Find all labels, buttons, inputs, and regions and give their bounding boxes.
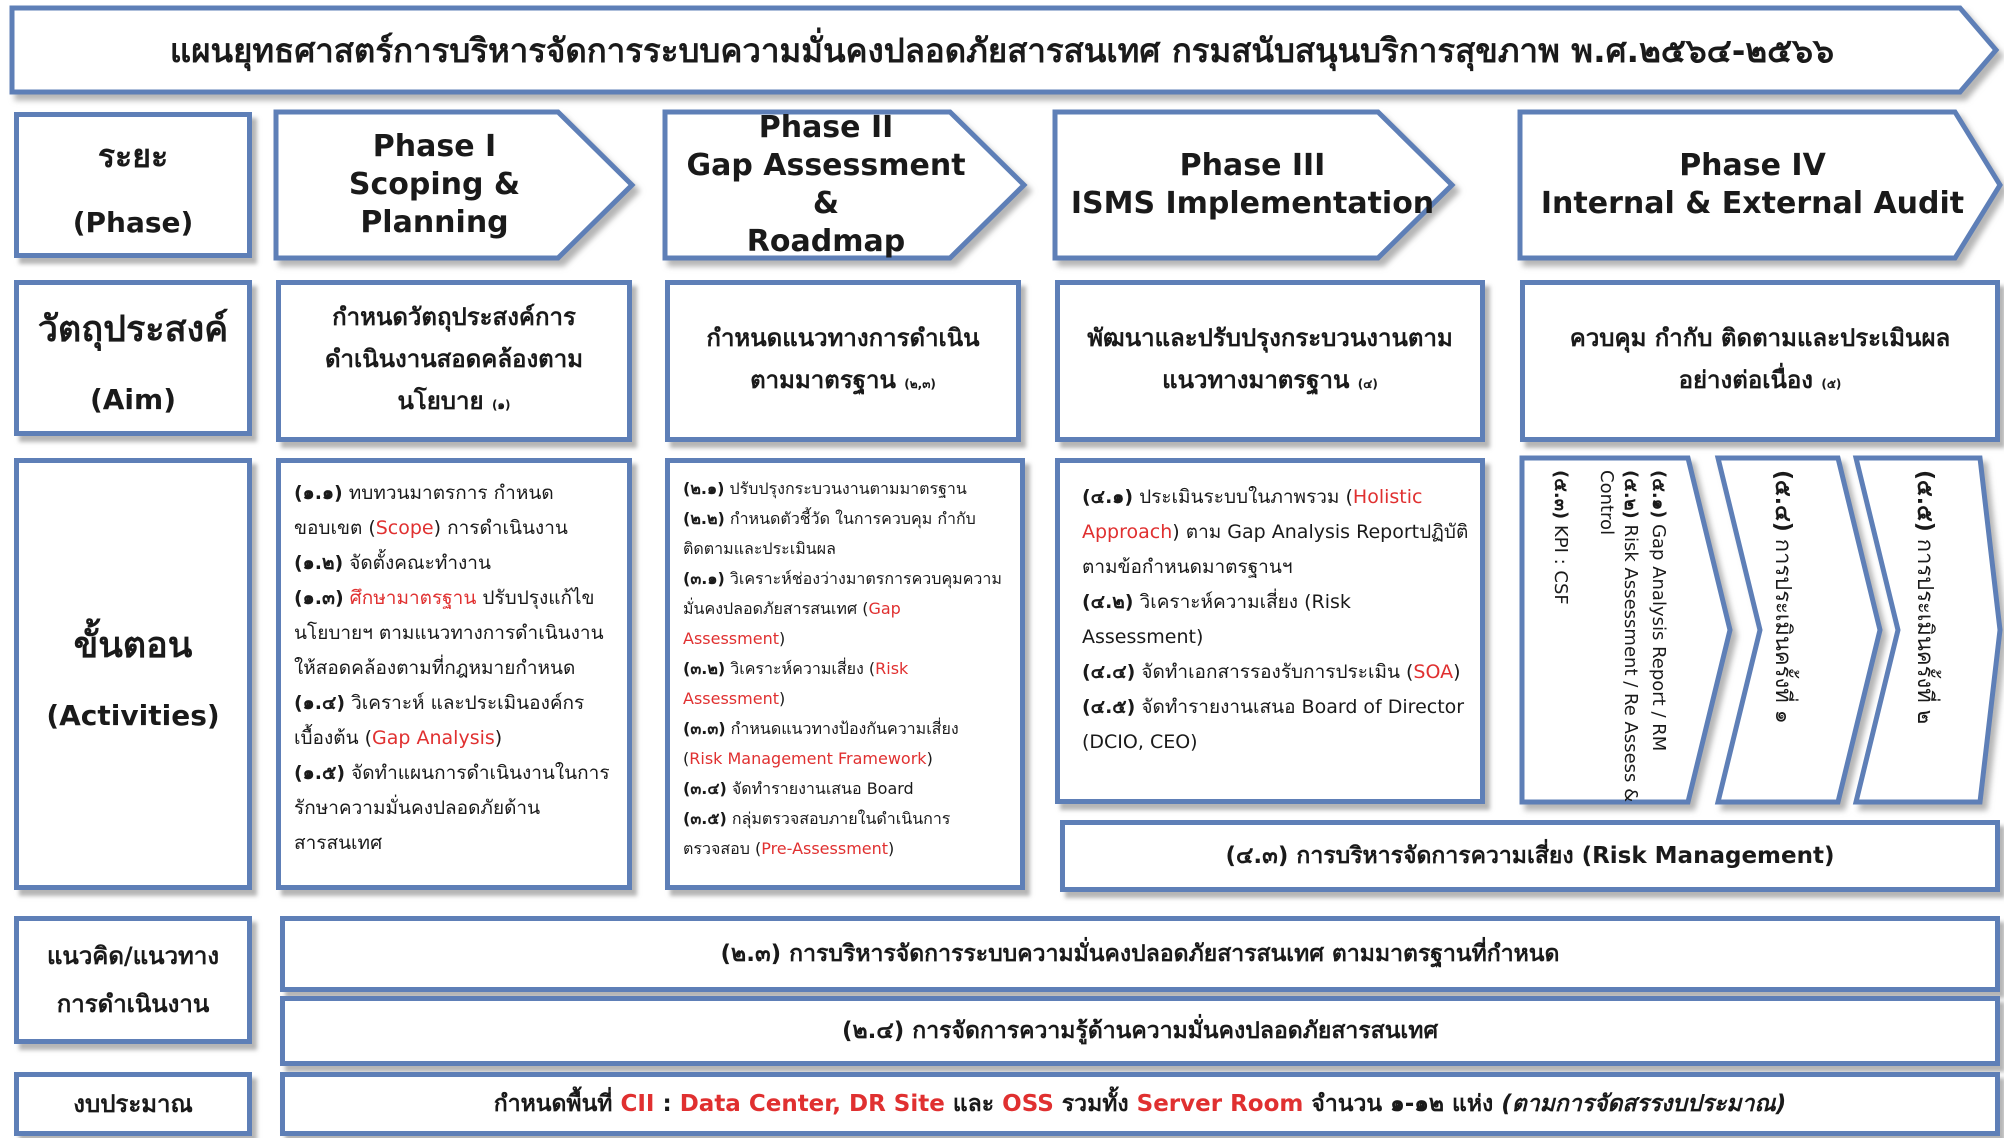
phase-label: ระยะ — [97, 137, 169, 175]
activities-text-3: (๔.๑) ประเมินระบบในภาพรวม (Holistic Approach) ตาม Gap Analysis Reportปฏิบัติ ตามข้อกำหนดมาตรฐานฯ (๔.๒) วิเคราะห์ความเสี่ยง (Risk Assessment) (๔.๔) จัดทำเอกสารรองรับการประเมิน (SOA) (๔.๕) จัดทำรายงานเสนอ Board of Director (DCIO, CEO) — [1082, 486, 1469, 753]
activities-text-2: (๒.๑) ปรับปรุงกระบวนงานตามมาตรฐาน (๒.๒) กำหนดตัวชี้วัด ในการควบคุม กำกับ ติดตามและประเมินผล (๓.๑) วิเคราะห์ช่องว่างมาตรการควบคุมความ มั่นคงปลอดภัยสารสนเทศ (Gap Assessment) (๓.๒) วิเคราะห์ความเสี่ยง (Risk Assessment) (๓.๓) กำหนดแนวทางป้องกันความเสี่ยง (Risk Management Framework) (๓.๔) จัดทำรายงานเสนอ Board (๓.๕) กลุ่มตรวจสอบภายในดำเนินการ ตรวจสอบ (Pre-Assessment) — [683, 479, 1002, 858]
phase4-audit-1: (๕.๔) การประเมินครั้งที่ ๑ — [1770, 470, 1795, 724]
phase-sub: (Phase) — [72, 206, 194, 239]
activities-text-1: (๑.๑) ทบทวนมาตรการ กำหนด ขอบเขต (Scope) การดำเนินงาน (๑.๒) จัดตั้งคณะทำงาน (๑.๓) ศึกษามาตรฐาน ปรับปรุงแก้ไข นโยบายฯ ตามแนวทางการดำเนินงาน ให้สอดคล้องตามที่กฎหมายกำหนด (๑.๔) วิเคราะห์ และประเมินองค์กร เบื้องต้น (Gap Analysis) (๑.๕) จัดทำแผนการดำเนินงานในการ รักษาความมั่นคงปลอดภัยด้าน สารสนเทศ — [294, 482, 610, 854]
risk-management-text: (๔.๓) การบริหารจัดการความเสี่ยง (Risk Management) — [1225, 843, 1835, 869]
phase4-audit-2: (๕.๕) การประเมินครั้งที่ ๒ — [1912, 470, 1937, 725]
phase-1-label: Phase I Scoping & Planning — [348, 129, 521, 240]
aim-box-4: ควบคุม กำกับ ติดตามและประเมินผล อย่างต่อเนื่อง (๕) — [1520, 280, 2000, 442]
aim-sub: (Aim) — [89, 383, 177, 416]
risk-management-box — [1060, 820, 2000, 892]
aim-box-2: กำหนดแนวทางการดำเนิน ตามมาตรฐาน (๒,๓) — [665, 280, 1021, 442]
phase-4-label: Phase IV Internal & External Audit — [1540, 148, 1965, 221]
budget-text: กำหนดพื้นที่ CII : Data Center, DR Site และ OSS รวมทั้ง Server Room จำนวน ๑-๑๒ แห่ง (ตามการจัดสรรงบประมาณ) — [493, 1091, 1787, 1117]
row-header-budget — [14, 1072, 252, 1136]
budget-label: งบประมาณ — [73, 1090, 193, 1118]
phase4-activity-c3: (๕.๓) KPI : CSF — [1550, 470, 1571, 605]
approach-item-1: (๒.๓) การบริหารจัดการระบบความมั่นคงปลอดภัยสารสนเทศ ตามมาตรฐานที่กำหนด — [280, 916, 2000, 992]
activities-sub: (Activities) — [46, 699, 220, 732]
page-title: แผนยุทธศาสตร์การบริหารจัดการระบบความมั่นคงปลอดภัยสารสนเทศ กรมสนับสนุนบริการสุขภาพ พ.ศ.๒๕๖๔-๒๕๖๖ — [169, 30, 1835, 70]
phase4-activity-c1: (๕.๑) Gap Analysis Report / RM — [1648, 470, 1669, 752]
approach-label-2: การดำเนินงาน — [56, 990, 210, 1018]
row-header-approach — [14, 916, 252, 1044]
approach-item-2: (๒.๔) การจัดการความรู้ด้านความมั่นคงปลอดภัยสารสนเทศ — [280, 996, 2000, 1066]
phase-3-label: Phase III ISMS Implementation — [1070, 148, 1435, 221]
aim-box-3: พัฒนาและปรับปรุงกระบวนงานตาม แนวทางมาตรฐาน (๔) — [1055, 280, 1485, 442]
approach-label-1: แนวคิด/แนวทาง — [46, 942, 220, 970]
budget-box — [280, 1072, 2000, 1136]
aim-label: วัตถุประสงค์ — [37, 309, 229, 350]
aim-box-1: กำหนดวัตถุประสงค์การ ดำเนินงานสอดคล้องตาม นโยบาย (๑) — [276, 280, 632, 442]
phase4-activity-c2: (๕.๒) Risk Assessment / Re Assess & Control — [1596, 470, 1641, 803]
phase-2-label: Phase II Gap Assessment & Roadmap — [686, 110, 966, 259]
activities-label: ขั้นตอน — [73, 625, 193, 666]
